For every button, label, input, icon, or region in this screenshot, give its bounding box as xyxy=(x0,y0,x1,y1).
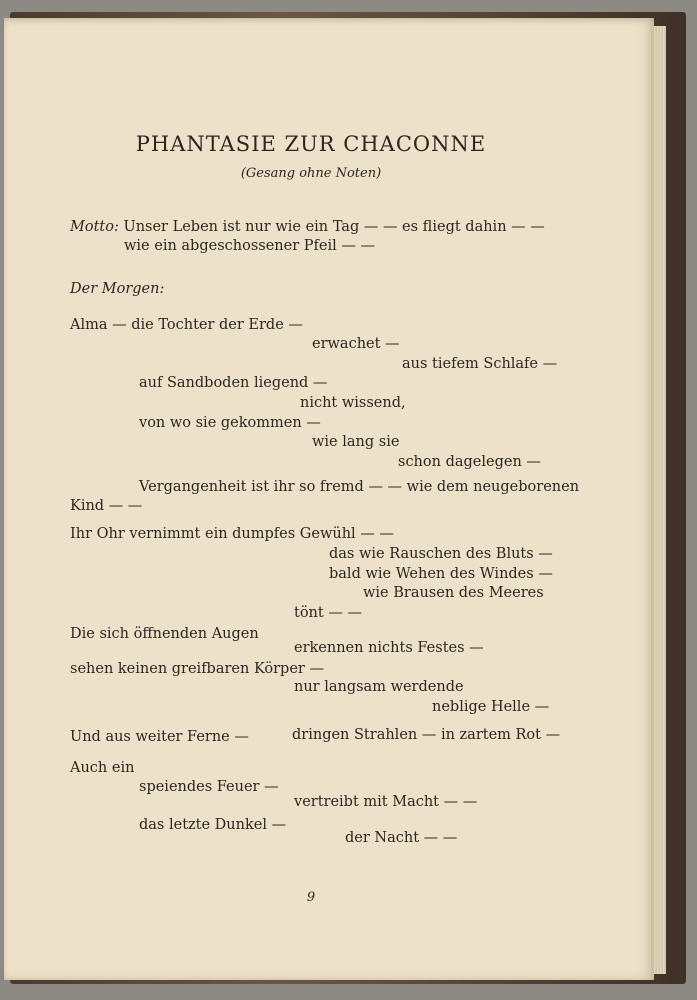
poem-line: von wo sie gekommen — xyxy=(139,415,321,431)
motto-text-1: Unser Leben ist nur wie ein Tag — — es fliegt dahin — — xyxy=(123,219,545,235)
motto-line-1 xyxy=(70,218,545,236)
poem-line: Auch ein xyxy=(70,760,135,776)
poem-line: wie Brausen des Meeres xyxy=(363,585,544,601)
poem-line: der Nacht — — xyxy=(345,830,458,846)
poem-line: aus tiefem Schlafe — xyxy=(402,356,558,372)
poem-line: Vergangenheit ist ihr so fremd — — wie dem neugeborenen xyxy=(139,479,580,495)
poem-line: tönt — — xyxy=(294,605,362,621)
poem-subtitle: (Gesang ohne Noten) xyxy=(240,166,382,181)
poem-line: Kind — — xyxy=(70,498,143,514)
motto-label: Motto: xyxy=(70,219,119,235)
poem-line: vertreibt mit Macht — — xyxy=(294,794,478,810)
section-heading: Der Morgen: xyxy=(70,281,165,297)
poem-title: PHANTASIE ZUR CHACONNE xyxy=(135,132,487,156)
poem-line: auf Sandboden liegend — xyxy=(139,375,328,391)
page-edges xyxy=(654,26,666,974)
poem-line: neblige Helle — xyxy=(432,699,550,715)
poem-line: das wie Rauschen des Bluts — xyxy=(329,546,553,562)
poem-line: speiendes Feuer — xyxy=(139,779,279,795)
poem-line: Ihr Ohr vernimmt ein dumpfes Gewühl — — xyxy=(70,526,394,542)
poem-line: Und aus weiter Ferne — xyxy=(70,729,249,745)
poem-line: Die sich öffnenden Augen xyxy=(70,626,259,642)
poem-line: nicht wissend, xyxy=(300,395,406,411)
poem-line: nur langsam werdende xyxy=(294,679,464,695)
poem-line: sehen keinen greifbaren Körper — xyxy=(70,661,324,677)
poem-line: erwachet — xyxy=(312,336,400,352)
poem-line: Alma — die Tochter der Erde — xyxy=(70,317,303,333)
poem-line: erkennen nichts Festes — xyxy=(294,640,484,656)
poem-line: dringen Strahlen — in zartem Rot — xyxy=(292,727,561,743)
poem-line: das letzte Dunkel — xyxy=(139,817,287,833)
poem-line: schon dagelegen — xyxy=(398,454,541,470)
poem-line: wie lang sie xyxy=(312,434,400,450)
page-number: 9 xyxy=(306,890,316,905)
poem-line: bald wie Wehen des Windes — xyxy=(329,566,553,582)
motto-line-2: wie ein abgeschossener Pfeil — — xyxy=(124,238,375,254)
book-page xyxy=(4,18,654,980)
